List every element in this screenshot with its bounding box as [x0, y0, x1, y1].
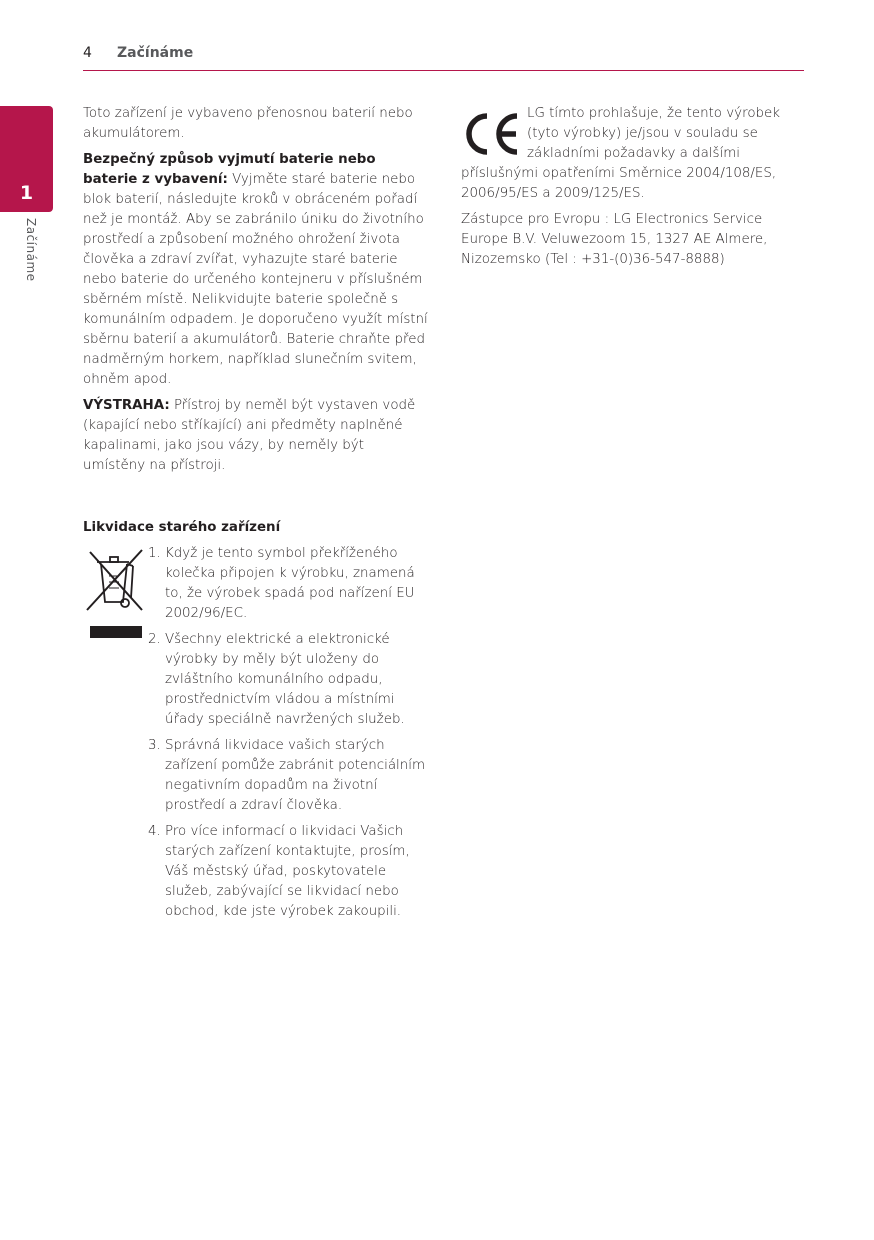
list-item: 1. Když je tento symbol překříženého kolečka připojen k výrobku, znamená to, že výrobek spadá pod nařízení EU 2002/96/EC.	[148, 546, 415, 621]
chapter-number: 1	[19, 182, 34, 204]
battery-paragraph	[83, 150, 428, 390]
left-column	[83, 104, 428, 482]
right-column	[461, 104, 806, 276]
ce-declaration: LG tímto prohlašuje, že tento výrobek (tyto výrobky) je/jsou v souladu se základními požadavky a dalšími příslušnými opatřeními Směrnice 2004/108/ES, 2006/95/ES a 2009/125/ES.	[461, 106, 781, 201]
page-header	[83, 44, 804, 71]
warning-label: VÝSTRAHA:	[83, 398, 170, 413]
intro-paragraph: Toto zařízení je vybaveno přenosnou baterií nebo akumulátorem.	[83, 106, 413, 141]
ce-mark-icon	[461, 110, 521, 158]
chapter-tab	[0, 106, 53, 212]
list-item: 2. Všechny elektrické a elektronické výrobky by měly být uloženy do zvláštního komunálního odpadu, prostřednictvím vládou a místními úřady speciálně navržených služeb.	[148, 632, 405, 727]
battery-text: Vyjměte staré baterie nebo blok baterií, následujte kroků v obráceném pořadí než je montáž. Aby se zabránilo úniku do životního prostředí a způsobení možného ohrožení života člověka a zdraví zvířat, vyhazujte staré baterie nebo baterie do určeného kontejneru v příslušném sběrném místě. Nelikvidujte baterie společně s komunálním odpadem. Je doporučeno využít místní sběrnu baterií a akumulátorů. Baterie chraňte před nadměrným horkem, například slunečním svitem, ohněm apod.	[83, 172, 428, 387]
list-item: 3. Správná likvidace vašich starých zařízení pomůže zabránit potenciálním negativním dopadům na životní prostředí a zdraví člověka.	[148, 738, 426, 813]
page-number: 4	[83, 45, 92, 61]
disposal-section	[83, 518, 428, 928]
list-item: 4. Pro více informací o likvidaci Vašich starých zařízení kontaktujte, prosím, Váš městský úřad, poskytovatele služeb, zabývající se likvidací nebo obchod, kde jste výrobek zakoupili.	[148, 824, 410, 919]
section-title: Začínáme	[117, 45, 194, 61]
disposal-heading: Likvidace starého zařízení	[83, 520, 281, 535]
chapter-label: Začínáme	[24, 218, 38, 282]
warning-paragraph	[83, 396, 428, 476]
eu-representative: Zástupce pro Evropu : LG Electronics Service Europe B.V. Veluwezoom 15, 1327 AE Almere, Nizozemsko (Tel : +31-(0)36-547-8888)	[461, 212, 768, 267]
crossed-out-wheelie-bin-icon	[85, 548, 147, 640]
battery-heading: Bezpečný způsob vyjmutí baterie nebo baterie z vybavení:	[83, 152, 376, 187]
warning-text: Přístroj by neměl být vystaven vodě (kapající nebo stříkající) ani předměty naplněné kapalinami, jako jsou vázy, by neměly být umístěny na přístroji.	[83, 398, 416, 473]
